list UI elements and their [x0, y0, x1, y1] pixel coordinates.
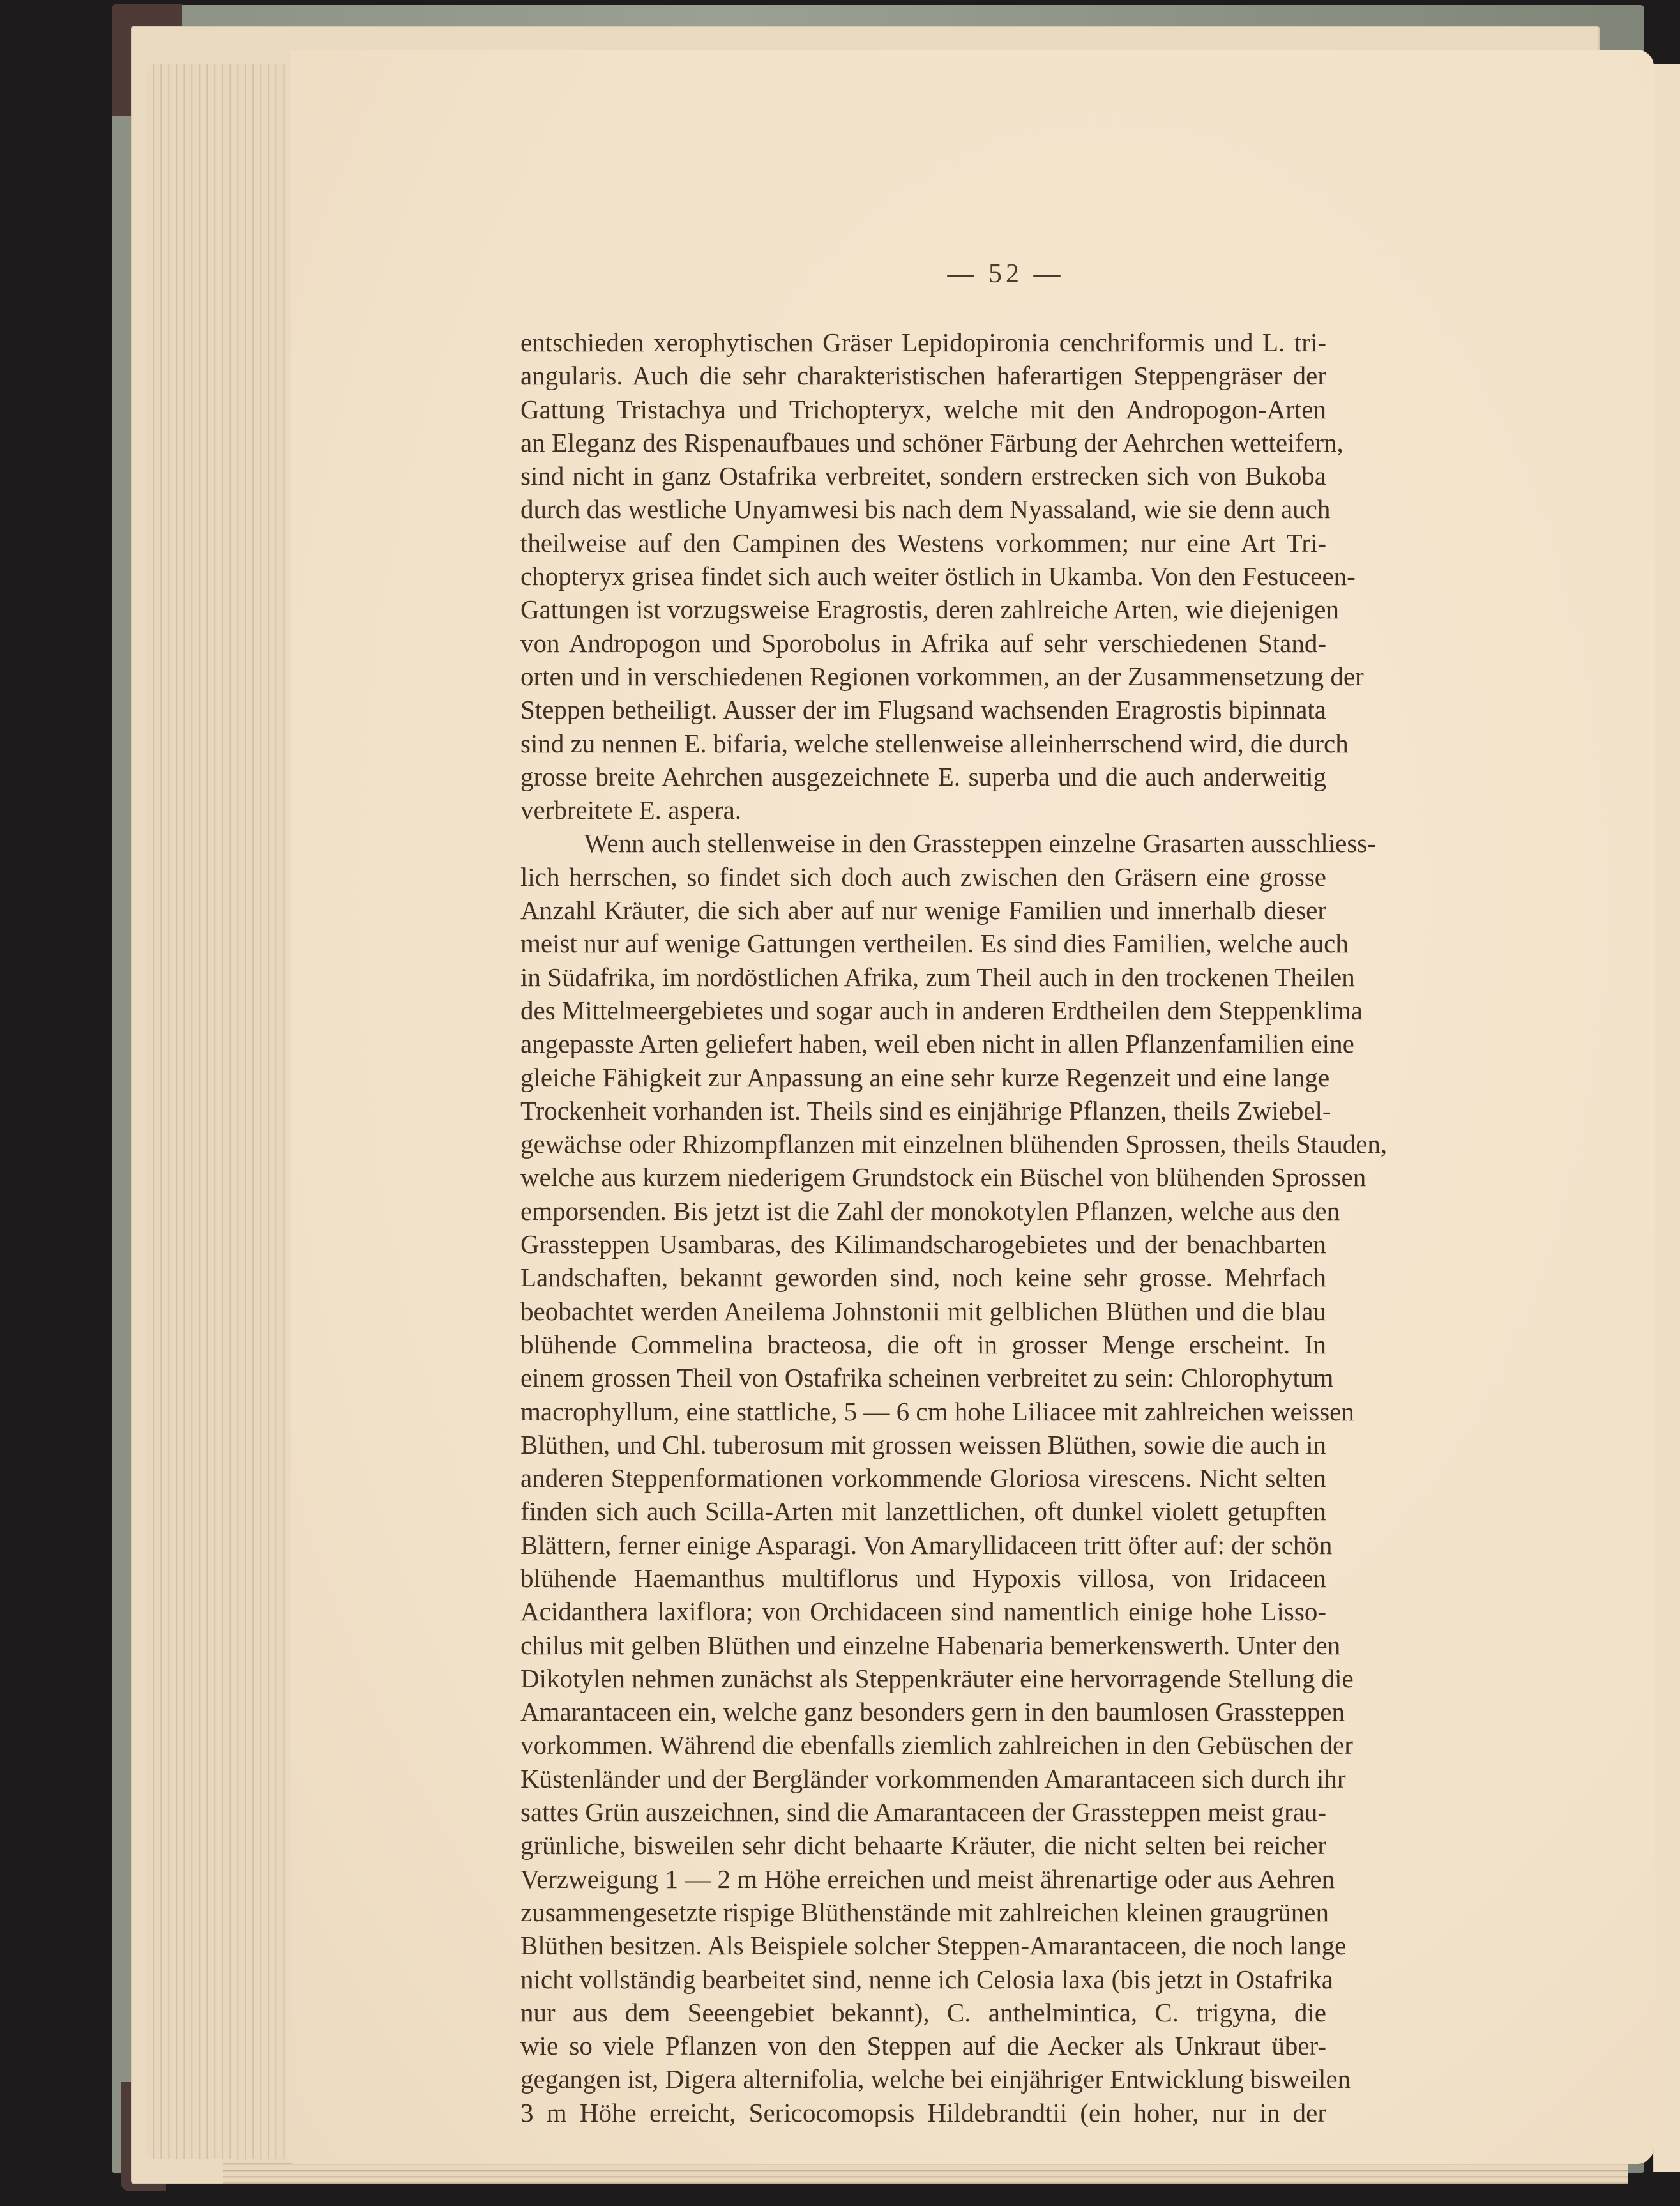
text-line: des Mittelmeergebietes und sogar auch in anderen Erdtheilen dem Steppenklima	[520, 995, 1363, 1025]
text-line: durch das westliche Unyamwesi bis nach dem Nyassaland, wie sie denn auch	[520, 494, 1331, 524]
text-line: Verzweigung 1 — 2 m Höhe erreichen und meist ährenartige oder aus Aehren	[520, 1864, 1335, 1894]
text-line: blühende Haemanthus multiflorus und Hypoxis villosa, von Iridaceen	[520, 1563, 1326, 1593]
text-line: Blüthen, und Chl. tuberosum mit grossen weissen Blüthen, sowie die auch in	[520, 1429, 1326, 1459]
text-line: blühende Commelina bracteosa, die oft in grosser Menge erscheint. In	[520, 1329, 1326, 1359]
text-line: Blättern, ferner einige Asparagi. Von Amaryllidaceen tritt öfter auf: der schön	[520, 1530, 1333, 1560]
page-number: — 52 —	[947, 259, 1064, 289]
text-line: zusammengesetzte rispige Blüthenstände mit zahlreichen kleinen graugrünen	[520, 1897, 1329, 1927]
body-text	[520, 326, 1388, 2129]
text-line: Grassteppen Usambaras, des Kilimandscharogebietes und der benachbarten	[520, 1229, 1326, 1259]
text-line: nicht vollständig bearbeitet sind, nenne ich Celosia laxa (bis jetzt in Ostafrika	[520, 1964, 1333, 1994]
paragraph-start-line: Wenn auch stellenweise in den Grassteppen einzelne Grasarten ausschliess-	[584, 828, 1376, 858]
text-line: von Andropogon und Sporobolus in Afrika auf sehr verschiedenen Stand-	[520, 628, 1326, 658]
text-line: theilweise auf den Campinen des Westens vorkommen; nur eine Art Tri-	[520, 528, 1326, 558]
text-line: Gattung Tristachya und Trichopteryx, welche mit den Andropogon-Arten	[520, 394, 1326, 424]
text-line: emporsenden. Bis jetzt ist die Zahl der monokotylen Pflanzen, welche aus den	[520, 1196, 1340, 1226]
text-line: Küstenländer und der Bergländer vorkommenden Amarantaceen sich durch ihr	[520, 1763, 1346, 1793]
text-line: grünliche, bisweilen sehr dicht behaarte Kräuter, die nicht selten bei reicher	[520, 1830, 1326, 1860]
text-line: lich herrschen, so findet sich doch auch zwischen den Gräsern eine grosse	[520, 862, 1326, 892]
text-line: 3 m Höhe erreicht, Sericocomopsis Hildebrandtii (ein hoher, nur in der	[520, 2097, 1326, 2127]
text-line: nur aus dem Seeengebiet bekannt), C. anthelmintica, C. trigyna, die	[520, 1997, 1326, 2027]
text-line: gleiche Fähigkeit zur Anpassung an eine sehr kurze Regenzeit und eine lange	[520, 1062, 1330, 1092]
text-line: vorkommen. Während die ebenfalls ziemlich zahlreichen in den Gebüschen der	[520, 1730, 1353, 1760]
text-line: an Eleganz des Rispenaufbaues und schöner Färbung der Aehrchen wetteifern,	[520, 427, 1343, 457]
text-line: angularis. Auch die sehr charakteristischen haferartigen Steppengräser der	[520, 361, 1326, 391]
text-line: Gattungen ist vorzugsweise Eragrostis, deren zahlreiche Arten, wie diejenigen	[520, 595, 1339, 625]
text-line: wie so viele Pflanzen von den Steppen auf die Aecker als Unkraut über-	[520, 2031, 1326, 2061]
text-line: anderen Steppenformationen vorkommende Gloriosa virescens. Nicht selten	[520, 1463, 1326, 1493]
text-line: sind zu nennen E. bifaria, welche stellenweise alleinherrschend wird, die durch	[520, 728, 1349, 758]
text-line: Acidanthera laxiflora; von Orchidaceen sind namentlich einige hohe Lisso-	[520, 1597, 1326, 1627]
page-edge-right	[1653, 64, 1680, 2172]
page-edges-left	[147, 64, 287, 2159]
text-line: macrophyllum, eine stattliche, 5 — 6 cm hohe Liliacee mit zahlreichen weissen	[520, 1396, 1354, 1426]
text-line: orten und in verschiedenen Regionen vorkommen, an der Zusammensetzung der	[520, 661, 1364, 691]
text-line: sind nicht in ganz Ostafrika verbreitet, sondern erstrecken sich von Bukoba	[520, 461, 1326, 491]
text-line: finden sich auch Scilla-Arten mit lanzettlichen, oft dunkel violett getupften	[520, 1496, 1326, 1526]
text-line: Blüthen besitzen. Als Beispiele solcher Steppen-Amarantaceen, die noch lange	[520, 1931, 1347, 1961]
text-line: Amarantaceen ein, welche ganz besonders gern in den baumlosen Grassteppen	[520, 1697, 1345, 1727]
text-line: einem grossen Theil von Ostafrika scheinen verbreitet zu sein: Chlorophytum	[520, 1363, 1334, 1393]
text-line: angepasste Arten geliefert haben, weil eben nicht in allen Pflanzenfamilien eine	[520, 1029, 1354, 1059]
text-line: verbreitete E. aspera.	[520, 795, 742, 825]
text-line: Dikotylen nehmen zunächst als Steppenkräuter eine hervorragende Stellung die	[520, 1663, 1354, 1693]
text-line: meist nur auf wenige Gattungen vertheilen. Es sind dies Familien, welche auch	[520, 929, 1349, 959]
text-line: entschieden xerophytischen Gräser Lepidopironia cenchriformis und L. tri-	[520, 328, 1326, 357]
text-line: gegangen ist, Digera alternifolia, welche bei einjähriger Entwicklung bisweilen	[520, 2064, 1351, 2094]
text-line: in Südafrika, im nordöstlichen Afrika, zum Theil auch in den trockenen Theilen	[520, 962, 1355, 992]
text-line: chopteryx grisea findet sich auch weiter östlich in Ukamba. Von den Festuceen-	[520, 561, 1356, 591]
text-line: Steppen betheiligt. Ausser der im Flugsand wachsenden Eragrostis bipinnata	[520, 695, 1326, 725]
text-line: grosse breite Aehrchen ausgezeichnete E. superba und die auch anderweitig	[520, 761, 1326, 791]
text-line: sattes Grün auszeichnen, sind die Amarantaceen der Grassteppen meist grau-	[520, 1797, 1326, 1827]
text-line: chilus mit gelben Blüthen und einzelne Habenaria bemerkenswerth. Unter den	[520, 1630, 1341, 1660]
text-line: Trockenheit vorhanden ist. Theils sind es einjährige Pflanzen, theils Zwiebel-	[520, 1095, 1331, 1125]
text-line: Landschaften, bekannt geworden sind, noch keine sehr grosse. Mehrfach	[520, 1263, 1326, 1293]
text-line: welche aus kurzem niederigem Grundstock ein Büschel von blühenden Sprossen	[520, 1162, 1366, 1192]
text-line: gewächse oder Rhizompflanzen mit einzelnen blühenden Sprossen, theils Stauden,	[520, 1129, 1388, 1159]
text-line: Anzahl Kräuter, die sich aber auf nur wenige Familien und innerhalb dieser	[520, 895, 1326, 925]
text-line: beobachtet werden Aneilema Johnstonii mit gelblichen Blüthen und die blau	[520, 1296, 1326, 1326]
